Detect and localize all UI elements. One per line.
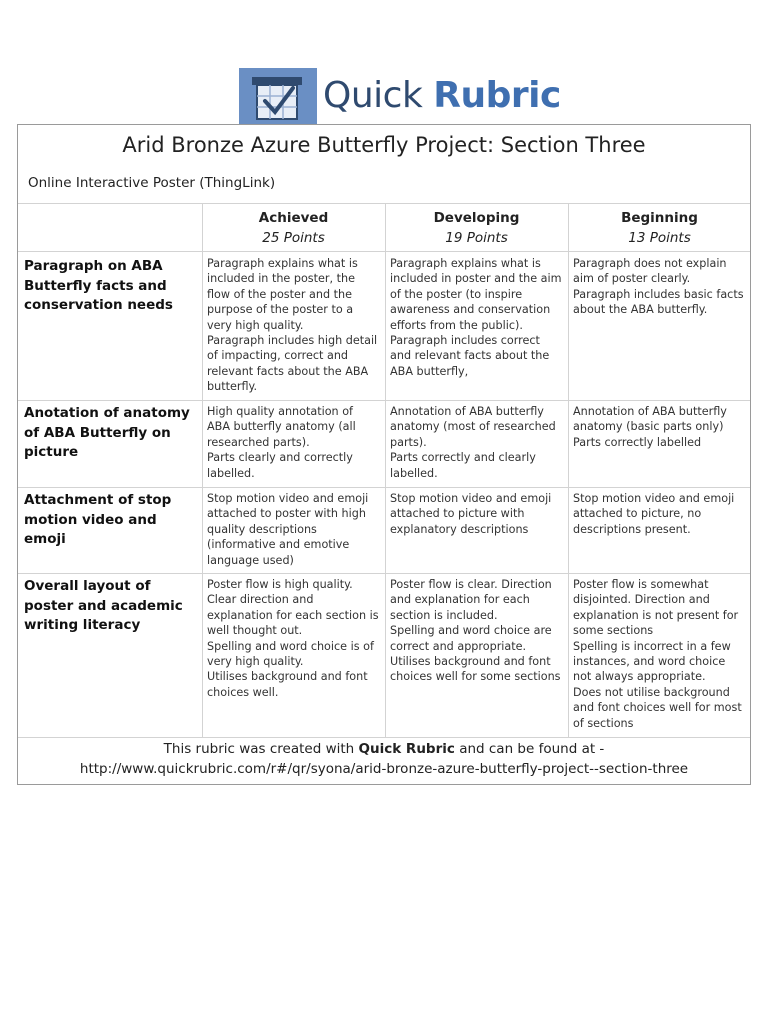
level-points: 25 Points — [262, 230, 325, 246]
level-header-developing — [385, 208, 568, 248]
footer-brand: Quick Rubric — [358, 741, 455, 757]
rubric-cell: Stop motion video and emoji attached to picture, no descriptions present. — [573, 492, 735, 536]
rubric-cell: Annotation of ABA butterfly anatomy (most of researched parts). Parts correctly and clearly labelled. — [390, 405, 556, 480]
row-divider — [18, 203, 750, 204]
logo-wordmark — [323, 68, 561, 124]
row-divider — [18, 487, 750, 488]
level-header-beginning — [568, 208, 751, 248]
footer-link-text: and can be found at - http://www.quickrubric.com/r#/qr/syona/arid-bronze-azure-butterfly-project--section-three — [79, 741, 689, 777]
criterion-label: Anotation of anatomy of ABA Butterfly on picture — [24, 405, 190, 460]
level-header-achieved — [202, 208, 385, 248]
level-name: Developing — [433, 210, 520, 226]
rubric-cell: High quality annotation of ABA butterfly anatomy (all researched parts). Parts clearly and correctly labelled. — [207, 405, 356, 480]
logo-word-rubric: Rubric — [433, 75, 561, 116]
row-divider — [18, 573, 750, 574]
column-divider — [385, 203, 386, 737]
rubric-cell: Paragraph explains what is included in the poster, the flow of the poster and the purpose of the poster to a very high quality. Paragraph includes high detail of impacting, correct and relevant facts about the ABA butterfly. — [207, 257, 378, 394]
criterion-label: Attachment of stop motion video and emoji — [24, 492, 172, 547]
criterion-label: Overall layout of poster and academic writing literacy — [24, 578, 183, 633]
rubric-cell: Paragraph explains what is included in poster and the aim of the poster (to inspire awareness and conservation efforts from the public). Paragraph includes correct and relevant facts about the ABA butterfly, — [390, 257, 562, 378]
level-name: Beginning — [621, 210, 698, 226]
rubric-cell: Stop motion video and emoji attached to picture with explanatory descriptions — [390, 492, 552, 536]
row-divider — [18, 251, 750, 252]
rubric-title: Arid Bronze Azure Butterfly Project: Section Three — [122, 133, 646, 157]
column-divider — [202, 203, 203, 737]
rubric-table — [17, 124, 751, 785]
row-divider — [18, 737, 750, 738]
rubric-cell: Annotation of ABA butterfly anatomy (basic parts only) Parts correctly labelled — [573, 405, 727, 449]
logo-word-quick: Quick — [323, 75, 423, 116]
quick-rubric-logo — [239, 68, 561, 124]
rubric-footer — [14, 739, 754, 779]
footer-prefix: This rubric was created with — [163, 741, 355, 757]
criterion-label: Paragraph on ABA Butterfly facts and conservation needs — [24, 258, 173, 313]
level-points: 19 Points — [445, 230, 508, 246]
row-divider — [18, 400, 750, 401]
rubric-cell: Paragraph does not explain aim of poster clearly. Paragraph includes basic facts about the ABA butterfly. — [573, 257, 744, 317]
column-divider — [568, 203, 569, 737]
level-points: 13 Points — [628, 230, 691, 246]
rubric-subtitle: Online Interactive Poster (ThingLink) — [28, 175, 276, 191]
level-name: Achieved — [258, 210, 329, 226]
rubric-cell: Poster flow is high quality. Clear direction and explanation for each section is well thought out. Spelling and word choice is of very high quality. Utilises background and font choices well. — [207, 578, 379, 699]
rubric-cell: Poster flow is clear. Direction and explanation for each section is included. Spelling and word choice are correct and appropriate. Utilises background and font choices well for some sections — [390, 578, 561, 684]
rubric-cell: Poster flow is somewhat disjointed. Direction and explanation is not present for some sections Spelling is incorrect in a few instances, and word choice not always appropriate. Does not utilise background and font choices well for most of sections — [573, 578, 742, 730]
rubric-cell: Stop motion video and emoji attached to poster with high quality descriptions (informative and emotive language used) — [207, 492, 369, 567]
rubric-checkmark-icon — [239, 68, 317, 124]
